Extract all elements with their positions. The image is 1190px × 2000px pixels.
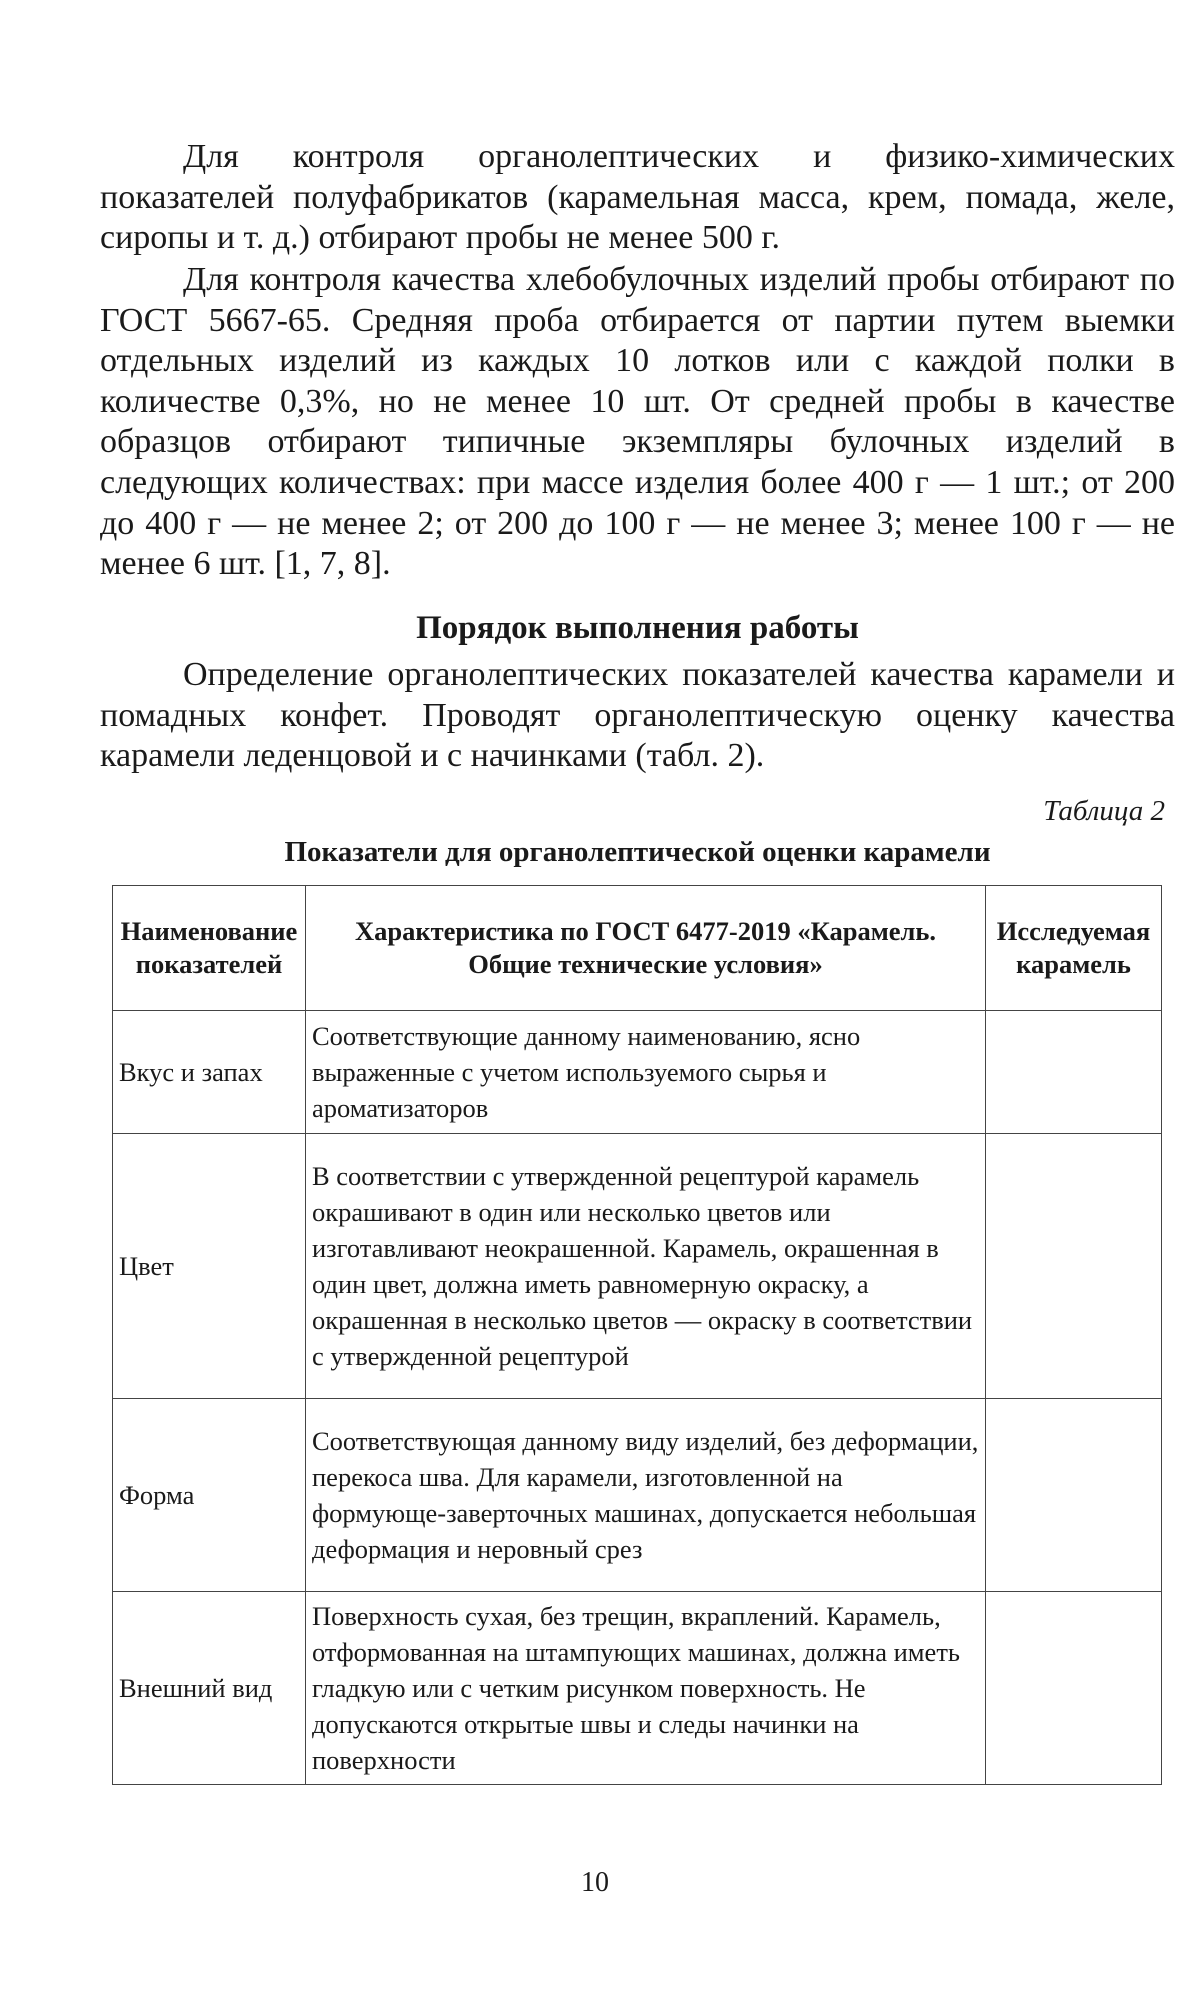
header-studied-caramel: Исследуемая карамель [986, 886, 1162, 1011]
table-row [113, 1592, 1162, 1785]
table-row [113, 1399, 1162, 1592]
page-number: 10 [581, 1867, 609, 1898]
table-number-label: Таблица 2 [1043, 795, 1165, 827]
result-cell [986, 1134, 1162, 1399]
section-heading: Порядок выполнения работы [416, 610, 859, 646]
paragraph-semifinished-samples [100, 137, 1175, 259]
indicator-name-cell: Цвет [113, 1134, 306, 1399]
table-header-row [113, 886, 1162, 1011]
characteristic-cell: Поверхность сухая, без трещин, вкраплений. Карамель, отформованная на штампующих машинах, должна иметь гладкую или с четким рисунком поверхность. Не допускаются открытые швы и следы начинки на поверхности [306, 1592, 986, 1785]
paragraph-text: Для контроля качества хлебобулочных изделий пробы отбирают по ГОСТ 5667-65. Средняя проба отбирается от партии путем выемки отдельных изделий из каждых 10 лотков или с каждой полки в количестве 0,3%, но не менее 10 шт. От средней пробы в качестве образцов отбирают типичные экземпляры булочных изделий в следующих количествах: при массе изделия более 400 г — 1 шт.; от 200 до 400 г — не менее 2; от 200 до 100 г — не менее 3; менее 100 г — не менее 6 шт. [1, 7, 8]. [100, 261, 1175, 583]
table-title: Показатели для органолептической оценки карамели [284, 836, 991, 868]
result-cell [986, 1592, 1162, 1785]
indicator-name-cell: Вкус и запах [113, 1011, 306, 1134]
header-indicator-name: Наименование показателей [113, 886, 306, 1011]
characteristic-cell: Соответствующие данному наименованию, ясно выраженные с учетом используемого сырья и ароматизаторов [306, 1011, 986, 1134]
table-row [113, 1134, 1162, 1399]
paragraph-text: Для контроля органолептических и физико-химических показателей полуфабрикатов (карамельная масса, крем, помада, желе, сиропы и т. д.) отбирают пробы не менее 500 г. [100, 138, 1175, 257]
result-cell [986, 1399, 1162, 1592]
characteristic-cell: Соответствующая данному виду изделий, без деформации, перекоса шва. Для карамели, изготовленной на формующе-заверточных машинах, допускается небольшая деформация и неровный срез [306, 1399, 986, 1592]
indicator-name-cell: Внешний вид [113, 1592, 306, 1785]
header-gost-characteristic: Характеристика по ГОСТ 6477-2019 «Карамель. Общие технические условия» [306, 886, 986, 1011]
table-row [113, 1011, 1162, 1134]
indicator-name-cell: Форма [113, 1399, 306, 1592]
characteristic-cell: В соответствии с утвержденной рецептурой карамель окрашивают в один или несколько цветов или изготавливают неокрашенной. Карамель, окрашенная в один цвет, должна иметь равномерную окраску, а окрашенная в несколько цветов — окраску в соответствии с утвержденной рецептурой [306, 1134, 986, 1399]
organoleptic-table [112, 885, 1162, 1785]
result-cell [986, 1011, 1162, 1134]
paragraph-procedure [100, 655, 1175, 777]
paragraph-text: Определение органолептических показателей качества карамели и помадных конфет. Проводят органолептическую оценку качества карамели леденцовой и с начинками (табл. 2). [100, 656, 1175, 775]
paragraph-bakery-samples [100, 260, 1175, 585]
